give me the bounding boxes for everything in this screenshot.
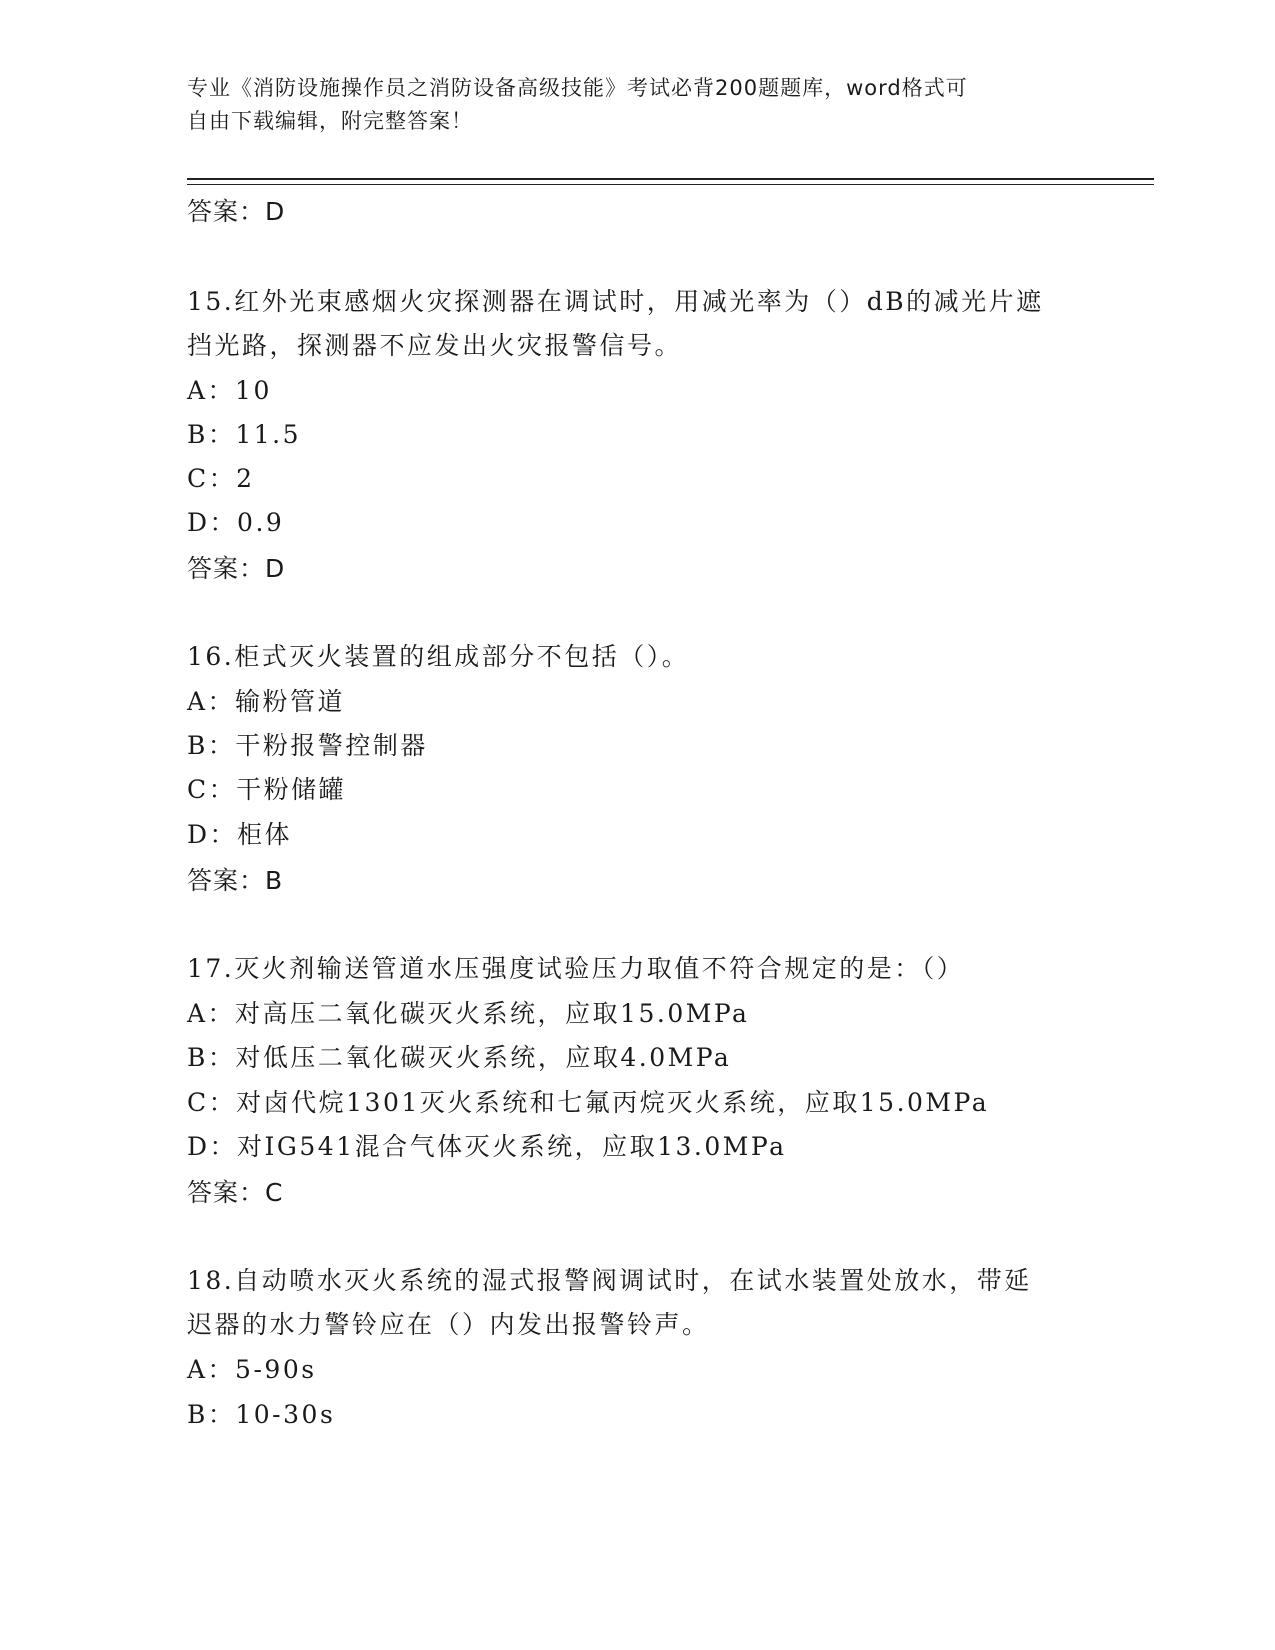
question-stem: 16.柜式灭火装置的组成部分不包括（）。 xyxy=(187,642,690,671)
header-line-2: 自由下载编辑，附完整答案！ xyxy=(187,109,473,133)
option-b: B：对低压二氧化碳灭火系统，应取4.0MPa xyxy=(187,1043,732,1072)
answer: 答案：D xyxy=(187,554,286,583)
option-d: D：对IG541混合气体灭火系统，应取13.0MPa xyxy=(187,1132,787,1161)
answer: 答案：C xyxy=(187,1178,284,1207)
question-stem: 17.灭火剂输送管道水压强度试验压力取值不符合规定的是：（） xyxy=(187,954,965,983)
header-divider-thick xyxy=(187,178,1154,180)
option-a: A：对高压二氧化碳灭火系统，应取15.0MPa xyxy=(187,999,750,1028)
option-d: D：0.9 xyxy=(187,508,285,537)
option-b: B：干粉报警控制器 xyxy=(187,731,428,760)
document-header xyxy=(187,72,1087,138)
option-a: A：10 xyxy=(187,376,272,405)
answer: 答案：B xyxy=(187,866,284,895)
option-a: A：5-90s xyxy=(187,1355,317,1384)
option-b: B：11.5 xyxy=(187,420,302,449)
option-b: B：10-30s xyxy=(187,1400,336,1429)
option-c: C：对卤代烷1301灭火系统和七氟丙烷灭火系统，应取15.0MPa xyxy=(187,1088,990,1117)
option-c: C：2 xyxy=(187,464,255,493)
option-a: A：输粉管道 xyxy=(187,687,346,716)
option-d: D：柜体 xyxy=(187,820,293,849)
option-c: C：干粉储罐 xyxy=(187,775,347,804)
header-line-1: 专业《消防设施操作员之消防设备高级技能》考试必背200题题库，word格式可 xyxy=(187,76,968,100)
prev-answer: 答案：D xyxy=(187,197,286,226)
header-divider-thin xyxy=(187,184,1154,185)
question-stem: 18.自动喷水灭火系统的湿式报警阀调试时，在试水装置处放水，带延 xyxy=(187,1266,1032,1295)
question-stem: 15.红外光束感烟火灾探测器在调试时，用减光率为（）dB的减光片遮 xyxy=(187,287,1044,316)
question-stem-cont: 迟器的水力警铃应在（）内发出报警铃声。 xyxy=(187,1310,710,1339)
question-stem-cont: 挡光路，探测器不应发出火灾报警信号。 xyxy=(187,331,683,360)
